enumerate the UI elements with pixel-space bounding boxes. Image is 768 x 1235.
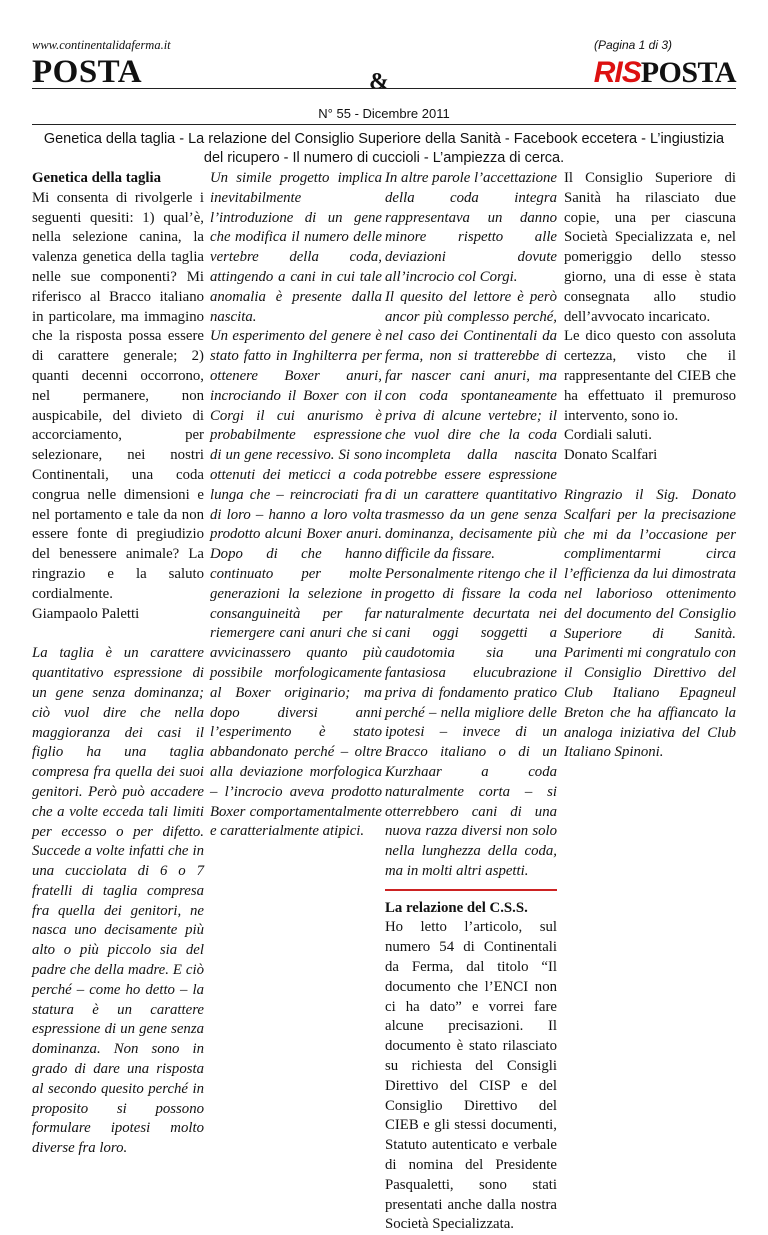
- issue-divider: [32, 124, 736, 125]
- issue-summary: Genetica della taglia - La relazione del Consiglio Superiore della Sanità - Facebook eccetera - L’ingiustizia del ricupero - Il numero di cuccioli - L’ampiezza di cerca.: [43, 131, 725, 166]
- heading-relazione: La relazione del C.S.S.: [385, 899, 528, 916]
- reply-genetica-part6: Personalmente ritengo che il progetto di fissare la coda naturalmente decurtata nei cani oggi soggetti a caudotomia sia una fantasiosa elucubrazione priva di fondamento pratico perché – nella migliore delle ipotesi – invece di un Bracco italiano o di un Kurzhaar a coda naturalmente corta – si otterrebbero cani di una nuova razza diversi non solo nella lunghezza della coda, ma in molti altri aspetti.: [385, 565, 557, 879]
- column-2: [210, 169, 382, 842]
- reply-genetica-part5: Il quesito del lettore è però ancor più complesso perché, nel caso dei Continentali da ferma, non si tratterebbe di far nascer cani anuri, ma con coda spontaneamente priva di alcune vertebre; il che vuol dire che la coda incompleta dalla nascita potrebbe essere espressione di un carattere quantitativo trasmesso da un gene senza dominanza, decisamente più difficile da fissare.: [385, 288, 557, 563]
- page-number: (Pagina 1 di 3): [593, 38, 672, 52]
- letter-paletti: Mi consenta di rivolgerle i seguenti quesiti: 1) qual’è, nella selezione canina, la valenza genetica della taglia nelle sue componenti? Mi riferisco al Bracco italiano in particolare, ma immagino che la risposta possa essere di carattere generale; 2) quanti decenni occorrono, nel permanere, non auspicabile, del divieto di accorciamento, per selezionare, nei nostri Continentali, una coda congrua nelle dimensioni e nel portamento e tale da non essere fonte di pregiudizio del benessere animale? La ringrazio e la saluto cordialmente.: [32, 189, 204, 602]
- column-4: [564, 169, 736, 763]
- reply-genetica-part4: In altre parole l’accettazione della coda integra rappresentava un danno minore rispetto alle deviazioni dovute all’incrocio col Corgi.: [385, 170, 557, 285]
- heading-genetica: Genetica della taglia: [32, 170, 162, 186]
- signature-paletti: Giampaolo Paletti: [32, 605, 140, 622]
- letter-scalfari-part2: Il Consiglio Superiore di Sanità ha rilasciato due copie, una per ciascuna Società Specializzata e, nel pomeriggio dello stesso giorno, una di esse è stata consegnata allo studio dell’avvocato incaricato.: [564, 170, 736, 325]
- masthead-posta-right: POSTA: [640, 56, 736, 89]
- masthead-ris: RIS: [593, 56, 641, 89]
- masthead-risposta-logo: [594, 58, 736, 88]
- issue-number: N° 55 - Dicembre 2011: [318, 106, 450, 121]
- reply-genetica-part2: Un simile progetto implica inevitabilmente l’introduzione di un gene che modifica il numero delle vertebre della coda, attingendo a cani in cui tale anomalia è presente dalla nascita.: [210, 170, 382, 325]
- closing-scalfari: Cordiali saluti.: [564, 427, 652, 444]
- reply-genetica-part1: La taglia è un carattere quantitativo espressione di un gene senza dominanza; ciò vuol dire che nella maggioranza dei casi il figlio ha una taglia compresa fra quella dei suoi genitori. Però può accadere che a volte ecceda tali limiti per eccesso o per difetto. Succede a volte infatti che in una cucciolata di 6 o 7 fratelli di taglia compresa fra quella dei genitori, ne nasca uno decisamente più alto o più piccolo sia del padre che della madre. E ciò perché – come ho detto – la statura è un carattere espressione di un gene senza dominanza. Non sono in grado di dare una risposta al secondo quesito perché in proposito si possono formulare ipotesi molto diverse fra loro.: [32, 645, 204, 1157]
- section-divider: [385, 889, 557, 891]
- signature-scalfari: Donato Scalfari: [564, 447, 658, 464]
- letter-scalfari-part1: Ho letto l’articolo, sul numero 54 di Continentali da Ferma, dal titolo “Il documento che l’ENCI non ci ha dato” e vorrei fare alcune precisazioni. Il documento è stato rilasciato su richiesta del Consigli Direttivo del CISP e del Consiglio Direttivo del CIEB e gli stessi documenti, Statuto autenticato e verbale di nomina del Presidente Pasqualetti, sono stati presentati anche dalla nostra Società Specializzata.: [385, 919, 557, 1233]
- website-url: www.continentalidaferma.it: [32, 38, 171, 52]
- column-3: [385, 169, 557, 1235]
- letter-scalfari-part3: Le dico questo con assoluta certezza, visto che il rappresentante del CIEB che ha effettuato il premuroso intervento, sono io.: [564, 328, 736, 424]
- column-1: [32, 169, 204, 1159]
- reply-genetica-part3: Un esperimento del genere è stato fatto in Inghilterra per ottenere Boxer anuri, incrociando il Boxer con il Corgi il cui anurismo è probabilmente espressione di un gene recessivo. Si sono ottenuti dei meticci a coda lunga che – reincrociati fra di loro – hanno a loro volta prodotto alcuni Boxer anuri. Dopo di che hanno continuato per molte generazioni la selezione in consanguineità per far riemergere cani anuri che si avvicinassero quanto più possibile morfologicamente al Boxer originario; ma dopo diversi anni l’esperimento è stato abbandonato perché – oltre alla deviazione morfologica – l’incrocio aveva prodotto Boxer comportamentalmente e caratterialmente atipici.: [210, 328, 382, 840]
- masthead-divider: [32, 88, 736, 89]
- reply-relazione: Ringrazio il Sig. Donato Scalfari per la precisazione che mi da l’occasione per complimentarmi circa l’efficienza da lui dimostrata nel laborioso ottenimento del documento del Consiglio Superiore di Sanità. Parimenti mi congratulo con il Consiglio Direttivo del Club Italiano Epagneul Breton che ha affiancato la analoga iniziativa del Club Italiano Spinoni.: [564, 486, 736, 761]
- masthead-ampersand: &: [369, 69, 389, 95]
- masthead-posta: POSTA: [32, 54, 143, 90]
